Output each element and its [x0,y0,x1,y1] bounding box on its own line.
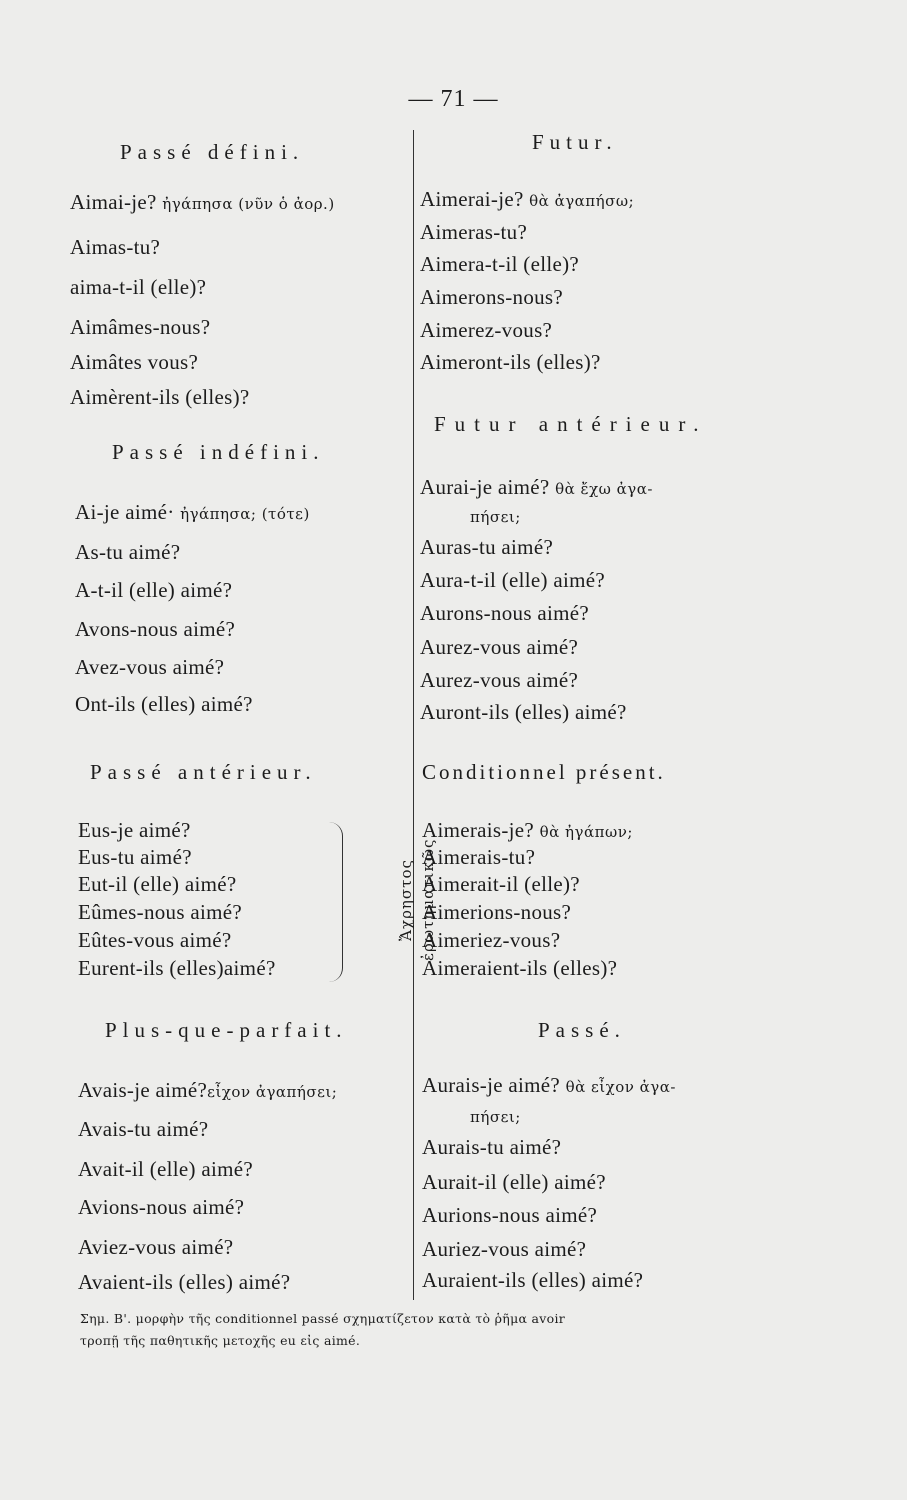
section-title: Passé indéfini. [112,440,325,464]
line-greek: θὰ ἠγάπων; [539,823,633,841]
conjugation-line: Avaient-ils (elles) aimé? [78,1270,291,1294]
conjugation-line: Auriez-vous aimé? [422,1237,587,1261]
line-greek: πήσει; [470,1108,521,1126]
conjugation-line: Aimèrent-ils (elles)? [70,385,250,409]
page-number: — 71 — [408,86,499,112]
conjugation-line: Aura-t-il (elle) aimé? [420,568,605,592]
section-title: Passé antérieur. [90,760,317,784]
conjugation-line: Aimerais-tu? [422,845,536,869]
conjugation-line: Eurent-ils (elles)aimé? [78,956,276,980]
conjugation-line: Aviez-vous aimé? [78,1235,234,1259]
section-title: Passé défini. [120,140,305,164]
conjugation-line: Auras-tu aimé? [420,535,554,559]
conjugation-line: Auront-ils (elles) aimé? [420,700,627,724]
line-french: Aimerais-je? [422,818,535,842]
conjugation-line: Avions-nous aimé? [78,1195,245,1219]
footnote [80,1308,770,1352]
section-title: Futur. [532,130,618,154]
footnote-line: Σημ. Β'. μορφὴν τῆς conditionnel passé σχηματίζετον κατὰ τὸ ῥῆμα avoir [80,1311,566,1326]
section-title: Conditionnel présent. [422,760,666,784]
conjugation-line: Aimâmes-nous? [70,315,211,339]
conjugation-line: Ont-ils (elles) aimé? [75,692,253,716]
conjugation-line: A-t-il (elle) aimé? [75,578,233,602]
conjugation-line [470,1103,521,1128]
line-greek: ἠγάπησα; (τότε) [180,505,310,523]
conjugation-line: Auraient-ils (elles) aimé? [422,1268,644,1292]
conjugation-line: Aimeriez-vous? [422,928,561,952]
conjugation-line: Aurons-nous aimé? [420,601,589,625]
side-note-line: Ἄχρηστος [397,859,415,941]
conjugation-line: aima-t-il (elle)? [70,275,207,299]
footnote-line: τροπῇ τῆς παθητικῆς μετοχῆς eu εἰς aimé. [80,1333,361,1348]
conjugation-line [420,187,634,212]
line-greek: θὰ ἀγαπήσω; [529,192,635,210]
conjugation-line: Aimerait-il (elle)? [422,872,580,896]
line-greek: εἶχον ἀγαπήσει; [207,1083,338,1101]
conjugation-line [70,190,335,215]
conjugation-line [470,503,521,528]
conjugation-line: Avons-nous aimé? [75,617,236,641]
conjugation-line: Aurez-vous aimé? [420,635,579,659]
side-note-line: ἐρωτηματικῶς [419,838,437,962]
line-french: Aurais-je aimé? [422,1073,561,1097]
line-french: Aurai-je aimé? [420,475,550,499]
conjugation-line [75,500,310,525]
column-divider [413,130,414,1300]
conjugation-line: Aurait-il (elle) aimé? [422,1170,606,1194]
line-greek: θὰ εἶχον ἀγα- [565,1078,676,1096]
conjugation-line: Aimerez-vous? [420,318,553,342]
line-french: Ai-je aimé· [75,500,175,524]
conjugation-line: Aurez-vous aimé? [420,668,579,692]
conjugation-line: Aimeras-tu? [420,220,528,244]
conjugation-line [422,1073,676,1098]
line-greek: ἠγάπησα (νῦν ὁ ἀορ.) [162,195,335,213]
line-greek: πήσει; [470,508,521,526]
conjugation-line: Aimerons-nous? [420,285,564,309]
conjugation-line: Aurions-nous aimé? [422,1203,598,1227]
conjugation-line [420,475,653,500]
conjugation-line: Aurais-tu aimé? [422,1135,562,1159]
conjugation-line: Aimerions-nous? [422,900,572,924]
conjugation-line: Avais-tu aimé? [78,1117,209,1141]
conjugation-line: Avez-vous aimé? [75,655,225,679]
conjugation-line: Aimâtes vous? [70,350,199,374]
conjugation-line: Eûmes-nous aimé? [78,900,243,924]
conjugation-line [422,818,633,843]
conjugation-line: As-tu aimé? [75,540,181,564]
conjugation-line: Eûtes-vous aimé? [78,928,232,952]
conjugation-line: Aimeront-ils (elles)? [420,350,601,374]
conjugation-line: Avait-il (elle) aimé? [78,1157,253,1181]
section-title: Plus-que-parfait. [105,1018,348,1042]
conjugation-line [78,1078,337,1103]
line-french: Avais-je aimé? [78,1078,208,1102]
section-title: Passé. [538,1018,626,1042]
line-french: Aimai-je? [70,190,157,214]
conjugation-line: Aimas-tu? [70,235,161,259]
conjugation-line: Eus-tu aimé? [78,845,192,869]
conjugation-line: Eus-je aimé? [78,818,191,842]
line-greek: θὰ ἔχω ἀγα- [555,480,653,498]
conjugation-line: Eut-il (elle) aimé? [78,872,237,896]
conjugation-line: Aimeraient-ils (elles)? [422,956,618,980]
section-title: Futur antérieur. [434,412,708,436]
line-french: Aimerai-je? [420,187,524,211]
conjugation-line: Aimera-t-il (elle)? [420,252,580,276]
brace [328,822,343,982]
